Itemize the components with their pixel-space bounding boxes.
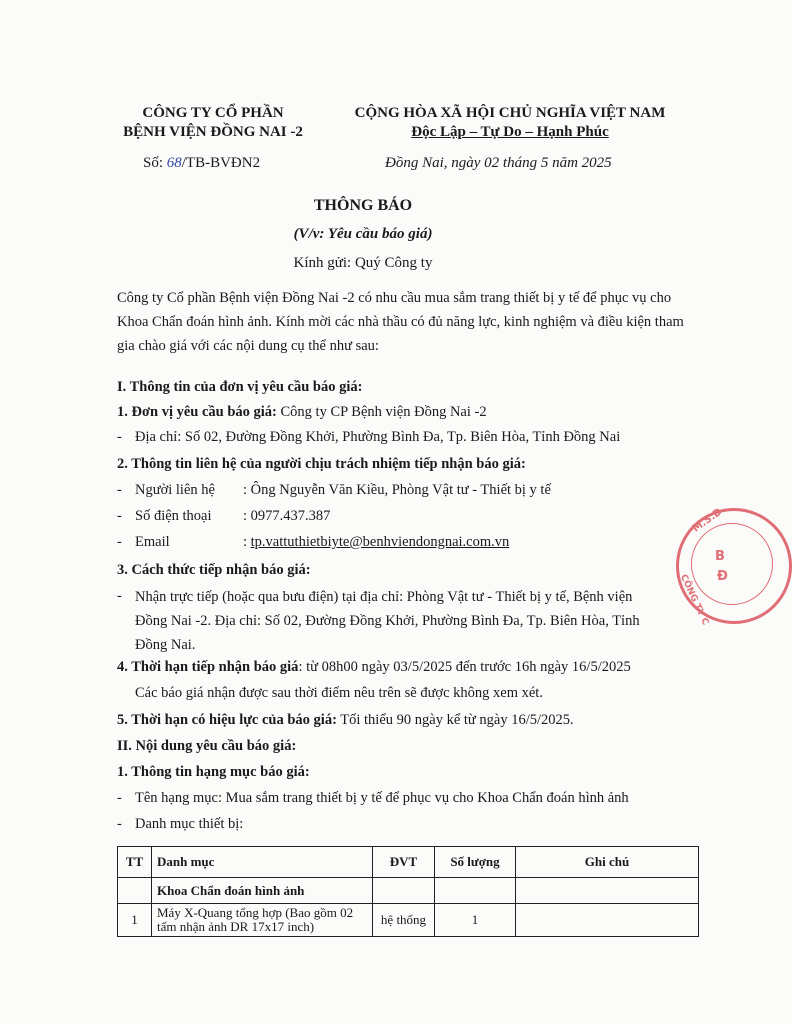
section1-item1-label: 1. Đơn vị yêu cầu báo giá:: [117, 404, 277, 420]
dash-bullet: -: [117, 534, 122, 550]
email-separator: :: [243, 534, 251, 550]
section1-item5-value: Tối thiểu 90 ngày kể từ ngày 16/5/2025.: [336, 712, 574, 728]
dash-bullet: -: [117, 790, 122, 806]
company-stamp: [676, 506, 792, 627]
dash-bullet: -: [117, 482, 122, 498]
col-header-tt: TT: [118, 847, 152, 878]
company-name-line2: BỆNH VIỆN ĐỒNG NAI -2: [123, 124, 303, 140]
stamp-bottom-text: CÔNG TY C: [677, 573, 711, 627]
dash-bullet: -: [117, 508, 122, 524]
email-row: [243, 534, 509, 551]
phone-value: : 0977.437.387: [243, 508, 331, 524]
contact-label: Người liên hệ: [135, 482, 215, 498]
nation-motto: [330, 123, 690, 142]
table-row: [118, 904, 699, 937]
date-line: Đồng Nai, ngày 02 tháng 5 năm 2025: [385, 155, 612, 171]
dash-bullet: -: [117, 816, 122, 832]
table-group-row: [118, 878, 699, 904]
email-label: Email: [135, 534, 170, 550]
dash-bullet: -: [117, 588, 122, 604]
row-name: Máy X-Quang tổng hợp (Bao gồm 02 tấm nhận ảnh DR 17x17 inch): [152, 904, 373, 937]
nation-title: CỘNG HÒA XÃ HỘI CHỦ NGHĨA VIỆT NAM: [354, 105, 666, 121]
section1-item2: 2. Thông tin liên hệ của người chịu trách nhiệm tiếp nhận báo giá:: [117, 456, 526, 472]
section2-item1: 1. Thông tin hạng mục báo giá:: [117, 764, 310, 780]
category-line: Tên hạng mục: Mua sắm trang thiết bị y tế để phục vụ cho Khoa Chẩn đoán hình ảnh: [135, 790, 629, 806]
section2-heading: II. Nội dung yêu cầu báo giá:: [117, 738, 297, 754]
col-header-note: Ghi chú: [516, 847, 699, 878]
section1-item4-value: : từ 08h00 ngày 03/5/2025 đến trước 16h ngày 16/5/2025: [298, 659, 631, 675]
group-cell-name: Khoa Chẩn đoán hình ảnh: [152, 878, 373, 904]
document-number: [143, 155, 260, 172]
col-header-qty: Số lượng: [435, 847, 516, 878]
col-header-name: Danh mục: [152, 847, 373, 878]
section1-item4: [117, 659, 631, 676]
section1-item4-note: Các báo giá nhận được sau thời điểm nêu trên sẽ được không xem xét.: [135, 685, 543, 701]
address-line: Địa chỉ: Số 02, Đường Đồng Khởi, Phường Bình Đa, Tp. Biên Hòa, Tỉnh Đồng Nai: [135, 429, 621, 445]
intro-paragraph: Công ty Cổ phần Bệnh viện Đồng Nai -2 có nhu cầu mua sắm trang thiết bị y tế để phục vụ cho Khoa Chẩn đoán hình ảnh. Kính mời các nhà thầu có đủ năng lực, kinh nghiệm và điều kiện tham gia chào giá với các nội dung cụ thể như sau:: [117, 290, 684, 354]
equipment-table: [117, 846, 699, 937]
section1-item5: [117, 712, 574, 729]
section1-item3: 3. Cách thức tiếp nhận báo giá:: [117, 562, 311, 578]
stamp-ring-text: M.S.D: [690, 506, 725, 535]
section1-item4-label: 4. Thời hạn tiếp nhận báo giá: [117, 659, 299, 675]
stamp-letter-2: Đ: [717, 569, 728, 584]
section1-item1: [117, 404, 487, 421]
email-link[interactable]: tp.vattuthietbiyte@benhviendongnai.com.vn: [250, 534, 510, 550]
table-header-row: [118, 847, 699, 878]
group-cell-tt: [118, 878, 152, 904]
greeting: Kính gửi: Quý Công ty: [293, 255, 433, 271]
document-title: THÔNG BÁO: [313, 197, 413, 214]
col-header-unit: ĐVT: [373, 847, 435, 878]
receipt-method-text: Nhận trực tiếp (hoặc qua bưu điện) tại địa chỉ: Phòng Vật tư - Thiết bị y tế, Bệnh viện Đồng Nai -2. Địa chỉ: Số 02, Đường Đồng Khởi, Phường Bình Đa, Tp. Biên Hòa, Tỉnh Đồng Nai.: [135, 589, 640, 653]
list-line: Danh mục thiết bị:: [135, 816, 244, 832]
dash-bullet: -: [117, 429, 122, 445]
doc-no-suffix: /TB-BVĐN2: [181, 155, 261, 171]
row-tt: 1: [118, 904, 152, 937]
document-subject: (V/v: Yêu cầu báo giá): [293, 226, 433, 242]
row-unit: hệ thống: [373, 904, 435, 937]
group-cell-note: [516, 878, 699, 904]
group-cell-qty: [435, 878, 516, 904]
doc-no-handwritten: 68: [166, 155, 182, 171]
stamp-letter-1: B: [715, 549, 725, 564]
row-note: [516, 904, 699, 937]
contact-value: : Ông Nguyễn Văn Kiều, Phòng Vật tư - Thiết bị y tế: [243, 482, 551, 498]
section1-item1-value: Công ty CP Bệnh viện Đồng Nai -2: [276, 404, 487, 420]
section1-heading: I. Thông tin của đơn vị yêu cầu báo giá:: [117, 379, 363, 395]
company-name-line1: CÔNG TY CỔ PHẦN: [142, 105, 284, 121]
group-cell-unit: [373, 878, 435, 904]
row-qty: 1: [435, 904, 516, 937]
doc-no-prefix: Số:: [143, 155, 167, 171]
section1-item5-label: 5. Thời hạn có hiệu lực của báo giá:: [117, 712, 337, 728]
nation-motto-text: Độc Lập – Tự Do – Hạnh Phúc: [411, 124, 609, 140]
phone-label: Số điện thoại: [135, 508, 212, 524]
stamp-inner-ring: [691, 523, 773, 605]
